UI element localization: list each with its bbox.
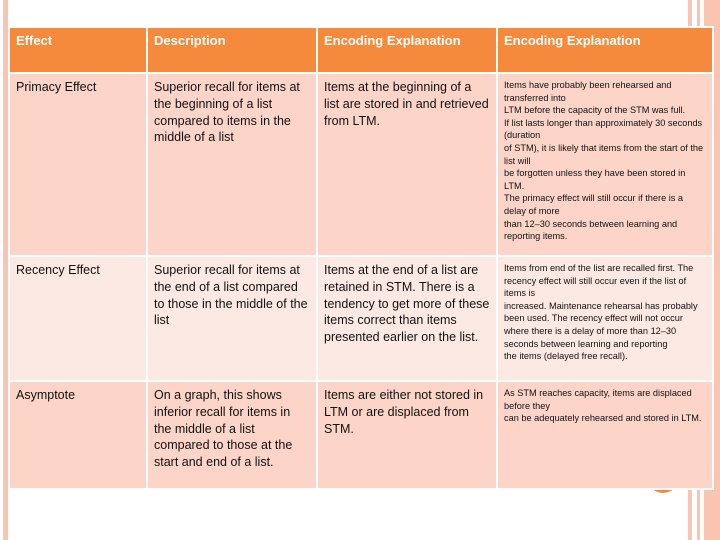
explanation-line: increased. Maintenance rehearsal has probably been used. The recency effect will not occur where there is a delay of more than 12–30 seconds between learning and reporting [504,300,698,349]
header-description: Description [147,27,317,73]
description-cell: On a graph, this shows inferior recall for items in the middle of a list compared to those at the start and end of a list. [147,381,317,489]
explanation-line: than 12–30 seconds between learning and reporting items. [504,218,678,242]
explanation-line: If list lasts longer than approximately 30 seconds (duration [504,117,703,141]
header-explanation: Encoding Explanation [497,27,713,73]
table-row [9,256,713,381]
explanation-cell [497,256,713,381]
explanation-line: of STM), it is likely that items from the start of the list will [504,142,704,166]
effect-cell: Asymptote [9,381,147,489]
encoding-cell: Items are either not stored in LTM or are displaced from STM. [317,381,497,489]
header-row [9,27,713,73]
table-row [9,381,713,489]
description-cell: Superior recall for items at the beginning of a list compared to items in the middle of a list [147,73,317,256]
explanation-line: As STM reaches capacity, items are displaced before they [504,388,692,411]
header-effect: Effect [9,27,147,73]
explanation-line: LTM before the capacity of the STM was full. [504,105,686,116]
encoding-cell: Items at the beginning of a list are stored in and retrieved from LTM. [317,73,497,256]
explanation-line: can be adequately rehearsed and stored in LTM. [504,413,702,424]
explanation-line: be forgotten unless they have been stored in LTM. [504,168,686,191]
header-encoding: Encoding Explanation [317,27,497,73]
serial-position-table [8,26,714,490]
effect-cell: Recency Effect [9,256,147,381]
explanation-line: Items from end of the list are recalled first. The recency effect will still occur even if the list of items is [504,263,694,299]
explanation-line: Items have probably been rehearsed and transferred into [504,80,672,103]
effect-cell: Primacy Effect [9,73,147,256]
description-cell: Superior recall for items at the end of a list compared to those in the middle of the list [147,256,317,381]
explanation-cell [497,381,713,489]
explanation-line: the items (delayed free recall). [504,351,628,362]
explanation-line: The primacy effect will still occur if there is a delay of more [504,193,684,216]
table-row [9,73,713,256]
encoding-cell: Items at the end of a list are retained in STM. There is a tendency to get more of these items correct than items presented earlier on the list. [317,256,497,381]
explanation-cell [497,73,713,256]
